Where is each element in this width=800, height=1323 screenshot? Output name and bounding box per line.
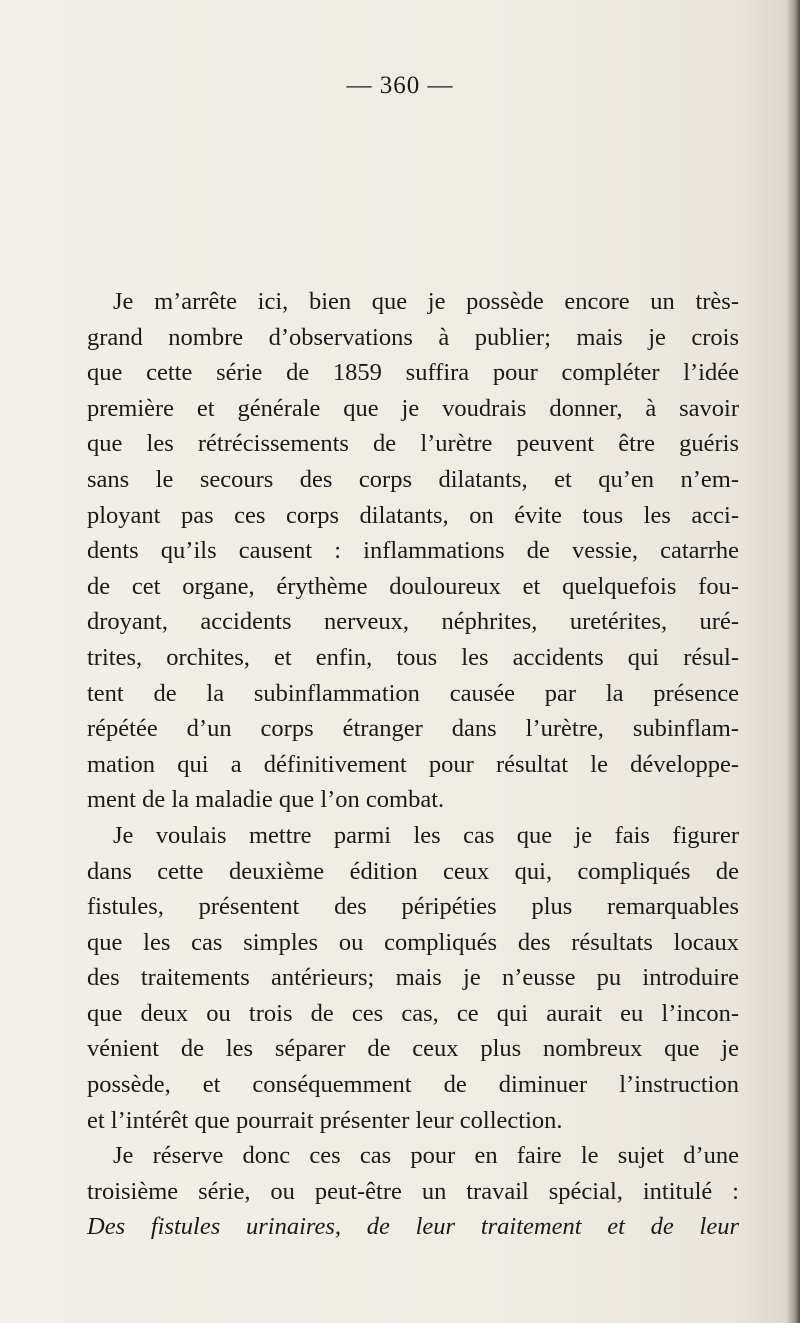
text-line: dans cette deuxième édition ceux qui, compliqués de xyxy=(87,857,739,885)
page-edge-shadow xyxy=(786,0,800,1323)
paragraph xyxy=(87,284,739,818)
text-line: troisième série, ou peut-être un travail spécial, intitulé : xyxy=(87,1177,739,1205)
text-line: Je m’arrête ici, bien que je possède encore un très- xyxy=(113,288,739,315)
page-number: — 360 — xyxy=(346,72,454,99)
text-line: ment de la maladie que l’on combat. xyxy=(87,786,445,814)
text-line: droyant, accidents nerveux, néphrites, uretérites, uré- xyxy=(87,608,739,636)
text-line: tent de la subinflammation causée par la présence xyxy=(87,679,739,707)
text-line: première et générale que je voudrais donner, à savoir xyxy=(87,394,739,422)
text-line: fistules, présentent des péripéties plus remarquables xyxy=(87,893,739,921)
text-line: de cet organe, érythème douloureux et quelquefois fou- xyxy=(87,572,739,600)
text-line: que deux ou trois de ces cas, ce qui aurait eu l’incon- xyxy=(87,999,739,1027)
paragraph xyxy=(87,1138,739,1245)
text-line: Je voulais mettre parmi les cas que je fais figurer xyxy=(113,821,739,849)
paragraph xyxy=(87,818,739,1138)
text-line: répétée d’un corps étranger dans l’urètre, subinflam- xyxy=(87,715,739,743)
text-line: sans le secours des corps dilatants, et qu’en n’em- xyxy=(87,465,739,493)
text-line: que les cas simples ou compliqués des résultats locaux xyxy=(87,928,739,956)
text-line: possède, et conséquemment de diminuer l’instruction xyxy=(87,1071,739,1099)
text-line: Je réserve donc ces cas pour en faire le sujet d’une xyxy=(113,1142,739,1170)
text-line: que les rétrécissements de l’urètre peuvent être guéris xyxy=(87,430,739,458)
text-line: que cette série de 1859 suffira pour compléter l’idée xyxy=(87,359,739,387)
body-text xyxy=(87,284,739,1245)
text-line: dents qu’ils causent : inflammations de vessie, catarrhe xyxy=(87,537,739,565)
text-line: vénient de les séparer de ceux plus nombreux que je xyxy=(87,1035,739,1063)
text-line: mation qui a définitivement pour résultat le développe- xyxy=(87,750,739,778)
text-line: trites, orchites, et enfin, tous les accidents qui résul- xyxy=(87,643,739,671)
text-line: grand nombre d’observations à publier; mais je crois xyxy=(87,323,739,351)
text-line: des traitements antérieurs; mais je n’eusse pu introduire xyxy=(87,964,739,992)
text-line: ployant pas ces corps dilatants, on évite tous les acci- xyxy=(87,501,739,529)
text-line: et l’intérêt que pourrait présenter leur collection. xyxy=(87,1106,563,1134)
text-line-italic: Des fistules urinaires, de leur traitement et de leur xyxy=(87,1213,739,1241)
